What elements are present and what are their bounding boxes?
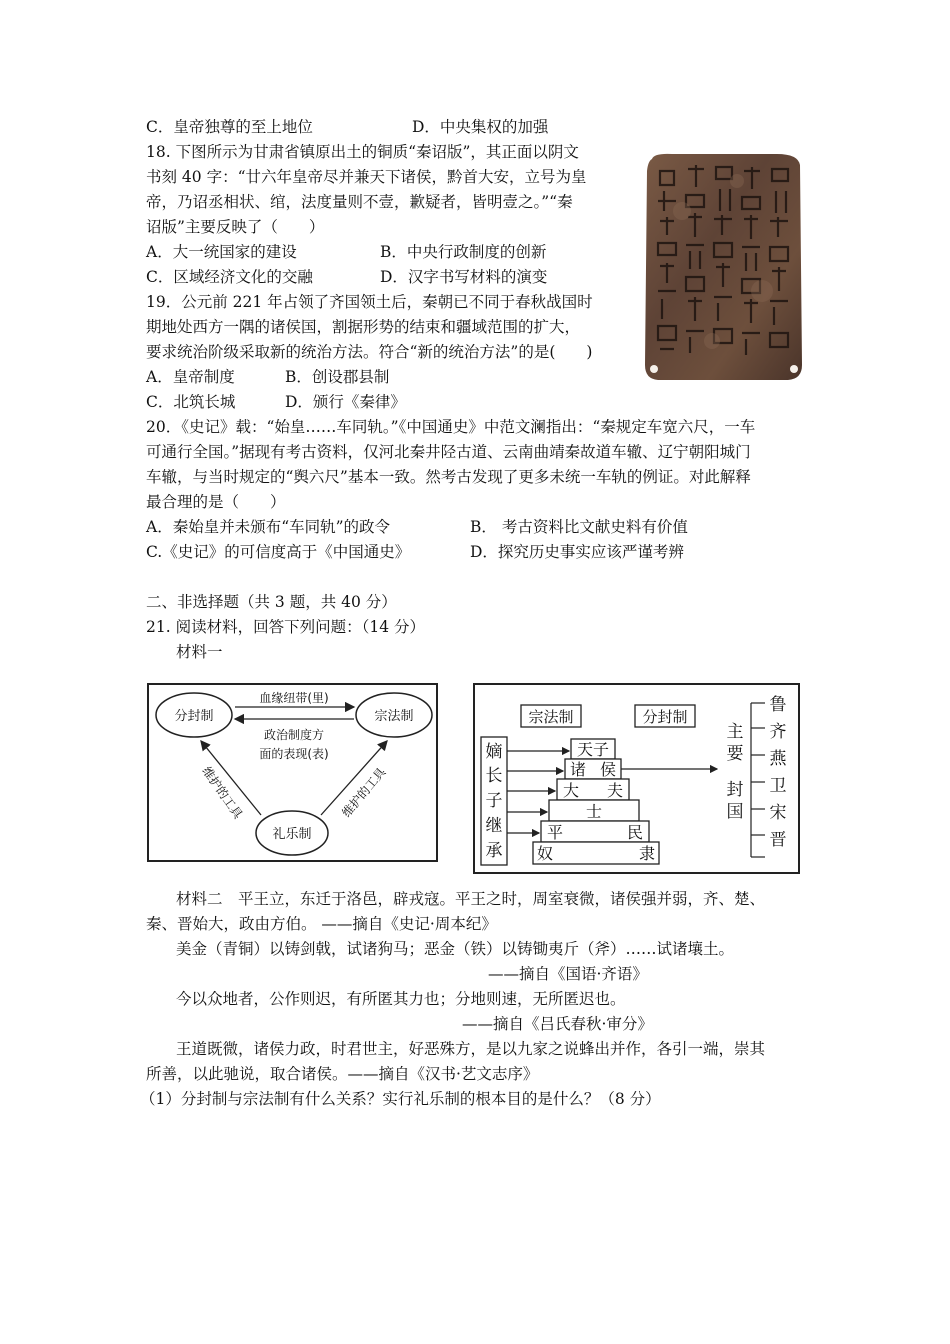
- major-fief-char-4: 国: [726, 802, 744, 822]
- material-2-p1-line-1: 材料二 平王立，东迁于洛邑，辟戎寇。平王之时，周室衰微，诸侯强并弱，齐、楚、: [176, 890, 766, 908]
- succession-char-2: 长: [485, 766, 503, 786]
- left-tool-label: 维护的工具: [199, 764, 246, 822]
- q18-option-d: D．汉字书写材料的演变: [380, 268, 548, 286]
- zongfa-node-label: 宗法制: [374, 709, 414, 724]
- political-aspect-label-1: 政治制度方: [263, 728, 325, 742]
- q17-option-d: D．中央集权的加强: [412, 118, 549, 136]
- succession-char-5: 承: [485, 841, 503, 861]
- q19-stem-line-3: 要求统治阶级采取新的统治方法。符合“新的统治方法”的是( ): [146, 343, 593, 361]
- material-2-p1-line-2: 秦、晋始大，政由方伯。 ——摘自《史记·周本纪》: [146, 915, 497, 933]
- level-nuli-1: 奴: [536, 844, 554, 863]
- succession-char-4: 继: [485, 816, 503, 836]
- q20-option-a: A．秦始皇并未颁布“车同轨”的政令: [146, 518, 391, 536]
- blood-tie-label: 血缘纽带(里): [259, 691, 329, 705]
- section-2-heading: 二、非选择题（共 3 题，共 40 分）: [146, 593, 397, 611]
- state-wei: 卫: [769, 776, 787, 796]
- fenfeng-box-label: 分封制: [642, 708, 688, 726]
- q19-stem-line-2: 期地处西方一隅的诸侯国，割据形势的结束和疆域范围的扩大，: [146, 318, 581, 336]
- material-2-p4-line-2: 所善，以此驰说，取合诸侯。——摘自《汉书·艺文志序》: [146, 1065, 539, 1083]
- right-tool-label: 维护的工具: [339, 764, 389, 820]
- material-2-p2-line-1: 美金（青铜）以铸剑戟，试诸狗马；恶金（铁）以铸锄夷斤（斧）……试诸壤土。: [176, 940, 735, 958]
- level-dafu-1: 大: [562, 781, 580, 800]
- q18-stem-line-4: 诏版”主要反映了（ ）: [146, 218, 325, 236]
- succession-char-1: 嫡: [485, 742, 503, 762]
- succession-char-3: 子: [485, 791, 503, 811]
- q19-option-d: D．颁行《秦律》: [285, 393, 406, 411]
- q19-option-b: B．创设郡县制: [285, 368, 390, 386]
- major-fief-char-1: 主: [726, 722, 744, 742]
- political-aspect-label-2: 面的表现(表): [259, 747, 329, 761]
- q20-option-b: B． 考古资料比文献史料有价值: [470, 518, 688, 536]
- material-2-p2-source: ——摘自《国语·齐语》: [488, 965, 648, 983]
- qin-edict-plaque-image: [642, 151, 804, 383]
- state-song: 宋: [769, 803, 787, 823]
- level-pingmin-1: 平: [546, 823, 564, 842]
- q20-stem-line-3: 车辙，与当时规定的“舆六尺”基本一致。然考古发现了更多未统一车轨的例证。对此解释: [146, 468, 751, 486]
- system-relation-diagram: [147, 683, 438, 862]
- q21-title: 21. 阅读材料，回答下列问题：（14 分）: [146, 618, 425, 636]
- level-zhuhou-1: 诸: [569, 760, 587, 779]
- level-shi: 士: [585, 802, 603, 821]
- zongfa-box-label: 宗法制: [528, 708, 574, 726]
- material-1-label: 材料一: [176, 643, 223, 661]
- q18-stem-line-1: 18. 下图所示为甘肃省镇原出土的铜质“秦诏版”，其正面以阴文: [146, 143, 579, 161]
- q18-option-c: C．区域经济文化的交融: [146, 268, 313, 286]
- level-zhuhou-2: 侯: [599, 760, 617, 779]
- major-fief-char-3: 封: [726, 780, 744, 800]
- q17-option-c: C．皇帝独尊的至上地位: [146, 118, 313, 136]
- q18-stem-line-2: 书刻 40 字：“廿六年皇帝尽并兼天下诸侯，黔首大安，立号为皇: [146, 168, 587, 186]
- state-yan: 燕: [769, 749, 787, 769]
- q18-option-b: B．中央行政制度的创新: [380, 243, 547, 261]
- material-2-p3-line-1: 今以众地者，公作则迟，有所匿其力也；分地则速，无所匿迟也。: [176, 990, 626, 1008]
- q20-option-c: C.《史记》的可信度高于《中国通史》: [146, 543, 411, 561]
- major-fief-char-2: 要: [726, 744, 744, 764]
- q20-stem-line-1: 20．《史记》载：“始皇……车同轨。”《中国通史》中范文澜指出：“秦规定车宽六尺，一车: [146, 418, 756, 436]
- level-nuli-2: 隶: [638, 844, 656, 863]
- hierarchy-fief-diagram: [473, 683, 800, 874]
- level-dafu-2: 夫: [606, 781, 624, 800]
- q20-stem-line-2: 可通行全国。”据现有考古资料，仅河北秦井陉古道、云南曲靖秦故道车辙、辽宁朝阳城门: [146, 443, 751, 461]
- level-pingmin-2: 民: [626, 823, 644, 842]
- material-2-p4-line-1: 王道既微，诸侯力政，时君世主，好恶殊方，是以九家之说蜂出并作，各引一端，崇其: [176, 1040, 766, 1058]
- state-qi: 齐: [769, 722, 787, 742]
- q18-stem-line-3: 帝，乃诏丞相状、绾，法度量则不壹，歉疑者，皆明壹之。”“秦: [146, 193, 573, 211]
- liyue-node-label: 礼乐制: [272, 827, 312, 842]
- material-2-p3-source: ——摘自《吕氏春秋·审分》: [462, 1015, 653, 1033]
- q19-stem-line-1: 19．公元前 221 年占领了齐国领土后，秦朝已不同于春秋战国时: [146, 293, 593, 311]
- level-tianzi: 天子: [576, 740, 610, 759]
- state-lu: 鲁: [769, 695, 787, 715]
- q21-subquestion-1: （1）分封制与宗法制有什么关系？实行礼乐制的根本目的是什么？（8 分）: [140, 1090, 661, 1108]
- state-jin: 晋: [769, 830, 787, 850]
- q20-stem-line-4: 最合理的是（ ）: [146, 493, 286, 511]
- fenfeng-node-label: 分封制: [174, 709, 214, 724]
- q20-option-d: D．探究历史事实应该严谨考辨: [470, 543, 684, 561]
- q19-option-a: A．皇帝制度: [146, 368, 235, 386]
- q18-option-a: A．大一统国家的建设: [146, 243, 297, 261]
- q19-option-c: C．北筑长城: [146, 393, 236, 411]
